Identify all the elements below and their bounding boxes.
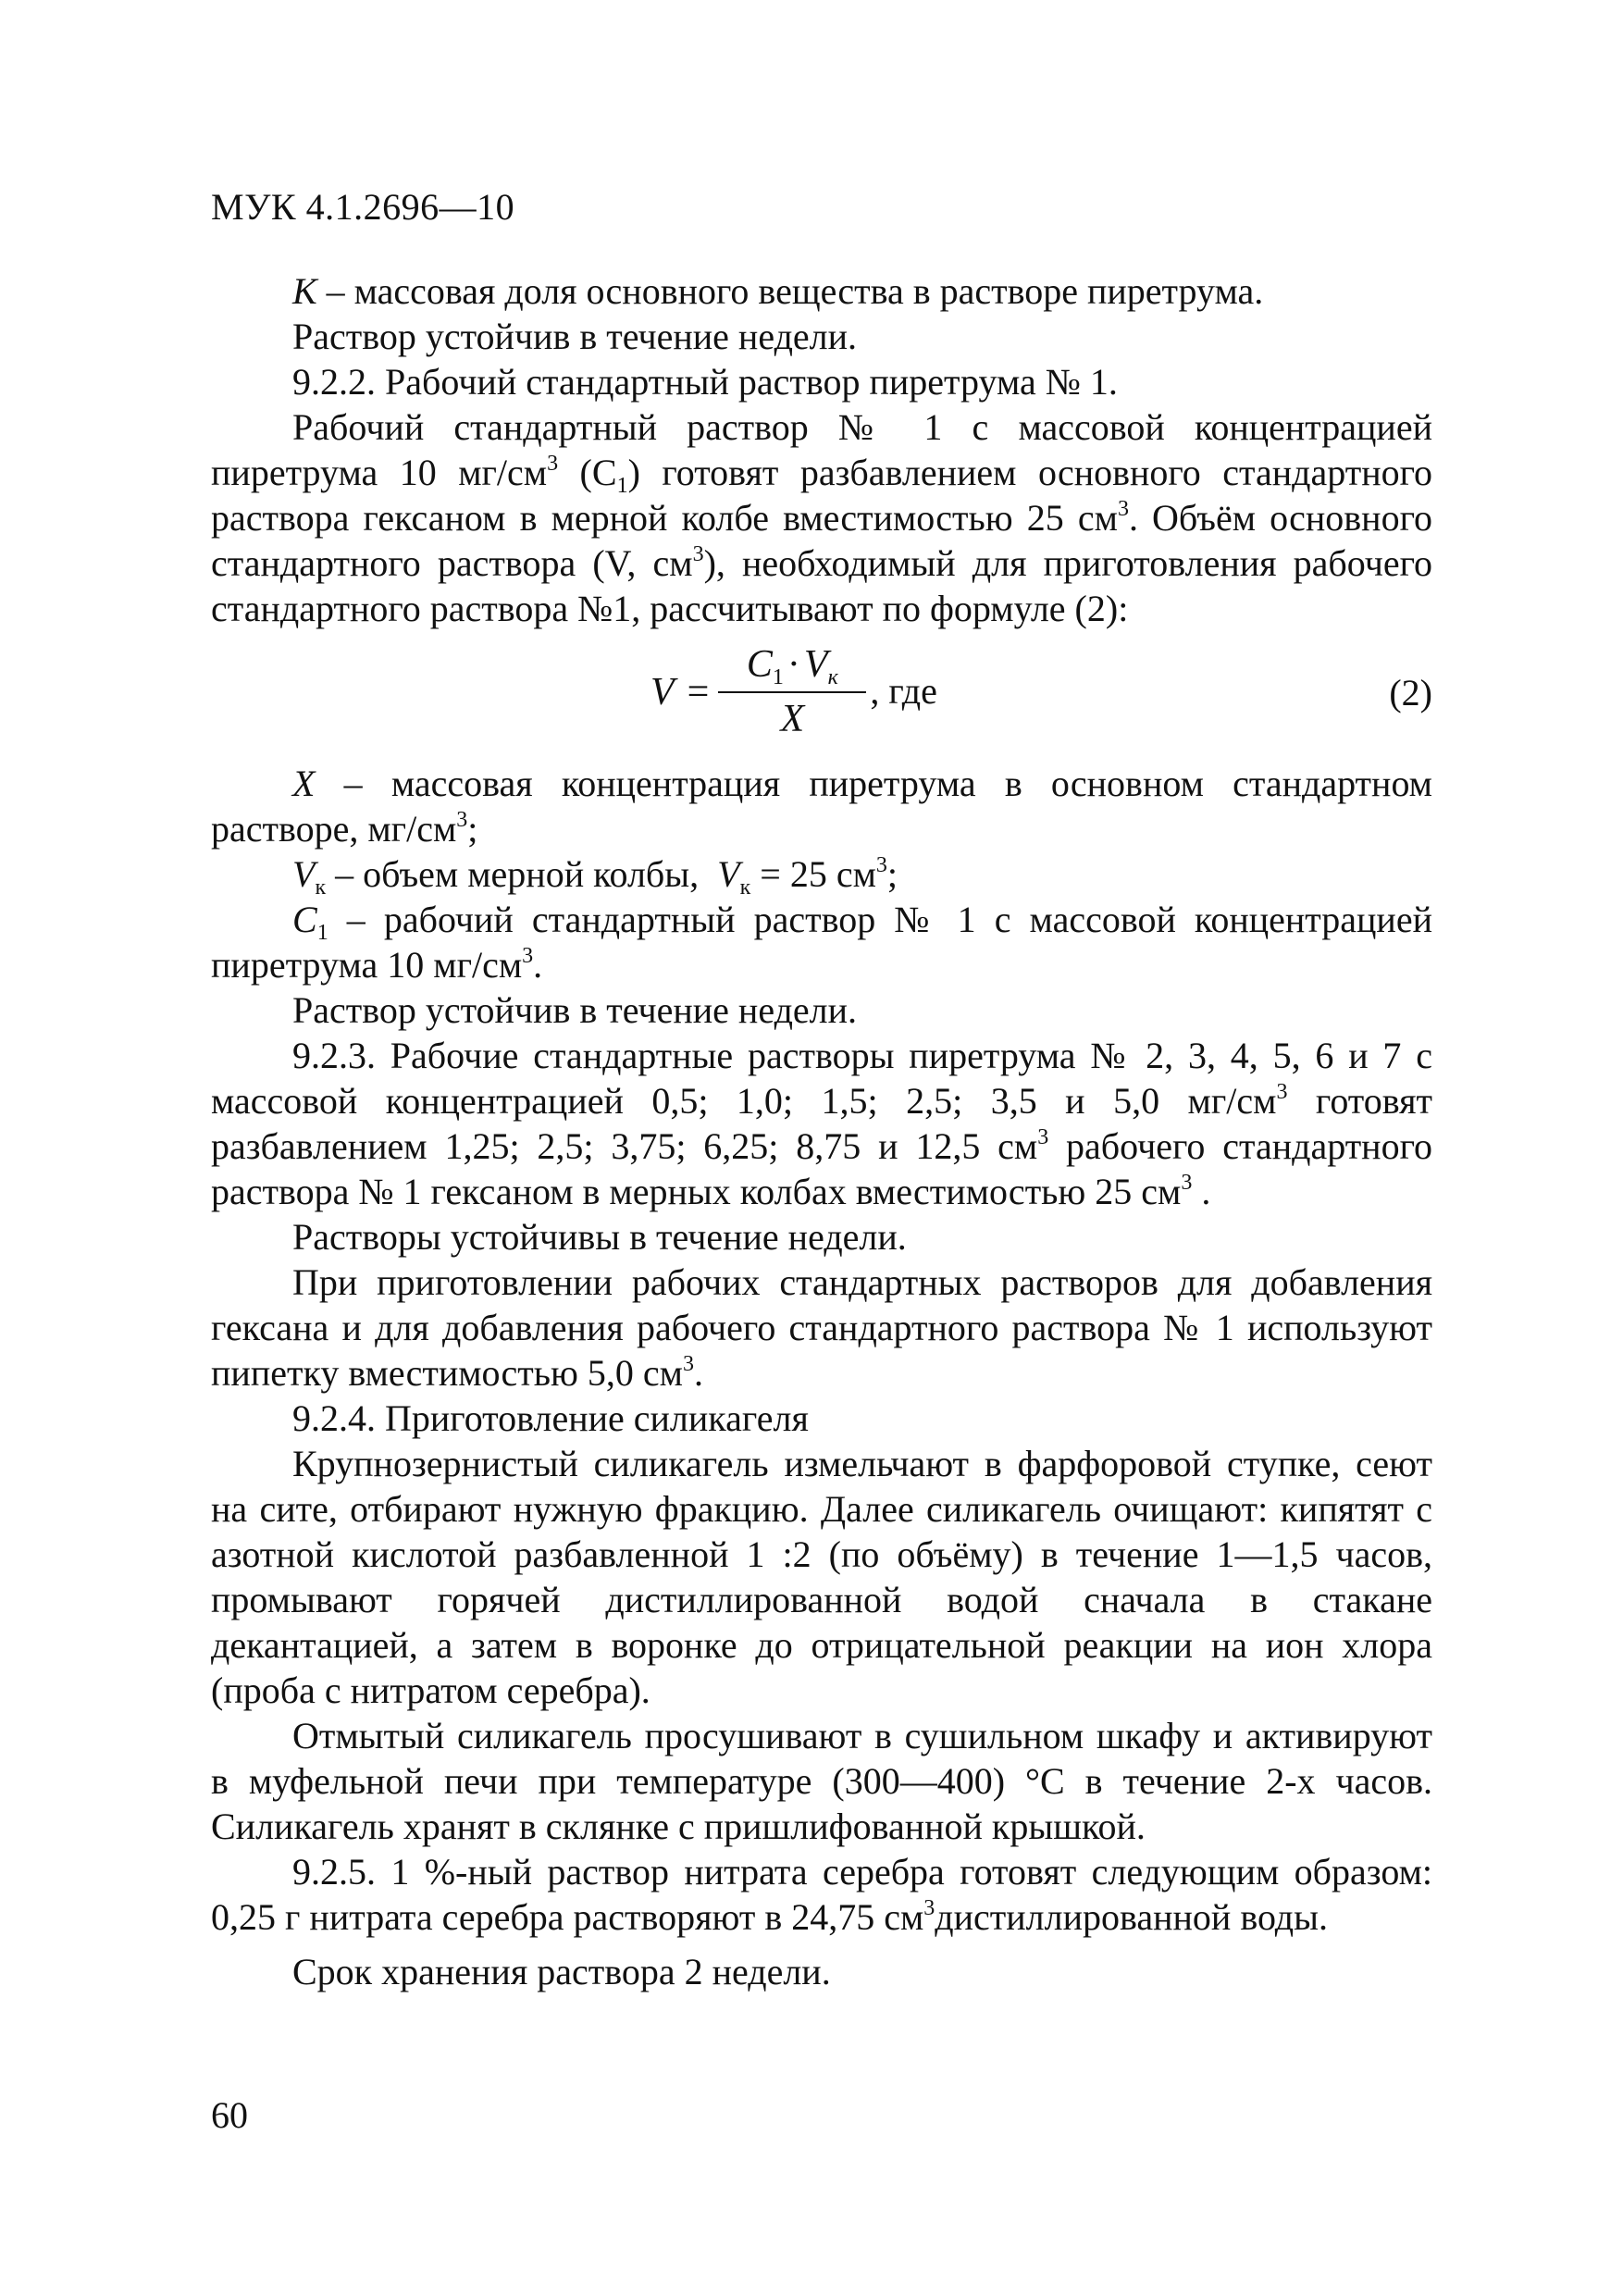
vk-def-text: – объем мерной колбы, (326, 853, 718, 895)
c1-end: . (533, 944, 543, 986)
formula-where: , где (870, 669, 937, 712)
vk-end: ; (886, 853, 898, 895)
vk-variable-2: V (717, 853, 740, 895)
s925-text-b: дистиллированной воды. (935, 1896, 1329, 1938)
pipette-text: При приготовлении рабочих стандартных растворов для добавления гексана и для добавления рабочего стандартного раствора № 1 используют пипетку вместимостью 5,0 см (211, 1261, 1432, 1394)
vk-variable: V (292, 853, 316, 895)
p1-sup-1: 3 (547, 452, 559, 476)
c1-definition (211, 897, 1432, 987)
section-9-2-5-paragraph (211, 1849, 1432, 1940)
k-definition (211, 268, 1432, 314)
x-definition (211, 761, 1432, 851)
num-c-sub: 1 (772, 665, 784, 689)
num-v: V (803, 643, 828, 686)
page-number: 60 (211, 2094, 248, 2136)
k-definition-text: – массовая доля основного вещества в растворе пиретрума. (316, 270, 1264, 312)
formula-lhs: V (650, 670, 675, 714)
num-c: C (746, 643, 773, 686)
stability-note-2: Раствор устойчив в течение недели. (292, 989, 858, 1031)
p1-sup-2: 3 (1117, 497, 1129, 521)
document-code-header: МУК 4.1.2696—10 (211, 186, 515, 228)
c1-variable: C (292, 899, 317, 940)
k-variable: К (292, 270, 317, 312)
c1-sub: 1 (316, 921, 328, 945)
s925-sup: 3 (923, 1896, 935, 1920)
pipette-end: . (693, 1352, 703, 1394)
formula-numerator (741, 642, 844, 691)
x-variable: X (292, 763, 316, 804)
s923-text-c: рабочего стандартного раствора № 1 гексаном в мерных колбах вместимостью 25 см (211, 1125, 1432, 1212)
vk-definition (211, 851, 1432, 900)
pipette-paragraph (211, 1260, 1432, 1396)
s923-sup-3: 3 (1181, 1171, 1193, 1195)
x-def-text: – массовая концентрация пиретрума в основном стандартном растворе, мг/см (211, 763, 1432, 850)
p1-sub-1: 1 (616, 474, 628, 498)
p1-text-d: . Объём основного стандартного раствора (V, см (211, 497, 1432, 584)
vk-sub-2: к (739, 875, 751, 900)
spacer (211, 1940, 1432, 1949)
p1-text-c: ) готовят разбавлением основного стандартного раствора гексаном в мерной колбе вместимостью 25 см (211, 452, 1433, 539)
p1-text-b: (С (558, 452, 617, 493)
c1-def-text: – рабочий стандартный раствор № 1 с массовой концентрацией пиретрума 10 мг/см (211, 899, 1432, 986)
stability-note-3: Растворы устойчивы в течение недели. (292, 1216, 907, 1258)
formula-equals: = (687, 670, 710, 714)
s923-text-d: . (1192, 1171, 1211, 1212)
s923-text-b: готовят разбавлением 1,25; 2,5; 3,75; 6,25; 8,75 и 12,5 см (211, 1080, 1432, 1167)
formula-2 (211, 637, 1432, 748)
vk-sup: 3 (875, 853, 887, 877)
pipette-sup: 3 (682, 1352, 694, 1376)
storage-note: Срок хранения раствора 2 недели. (292, 1951, 831, 1992)
paragraph-working-solution-1 (211, 404, 1432, 631)
vk-value: = 25 см (750, 853, 876, 895)
s923-sup-1: 3 (1276, 1080, 1288, 1104)
section-9-2-4-title: 9.2.4. Приготовление силикагеля (292, 1397, 809, 1439)
num-v-sub: к (827, 665, 838, 689)
s923-sup-2: 3 (1037, 1125, 1049, 1149)
stability-note-1: Раствор устойчив в течение недели. (292, 316, 858, 357)
num-dot: · (787, 643, 800, 686)
vk-sub: к (315, 875, 327, 900)
silica-gel-paragraph-1: Крупнозернистый силикагель измельчают в фарфоровой ступке, сеют на сите, отбирают нужную фракцию. Далее силикагель очищают: кипятят с азотной кислотой разбавленной 1 :2 (по объёму) в течение 1—1,5 часов, промывают горячей дистиллированной водой сначала в стакане декантацией, а затем в воронке до отрицательной реакции на ион хлора (проба с нитратом серебра). (211, 1443, 1432, 1711)
formula-denominator: X (780, 698, 805, 740)
formula-number: (2) (1389, 672, 1432, 714)
section-9-2-3-paragraph (211, 1033, 1432, 1214)
s923-text-a: 9.2.3. Рабочие стандартные растворы пиретрума № 2, 3, 4, 5, 6 и 7 с массовой концентрацией 0,5; 1,0; 1,5; 2,5; 3,5 и 5,0 мг/см (211, 1035, 1432, 1122)
p1-text-a: Рабочий стандартный раствор № 1 с массовой концентрацией пиретрума 10 мг/см (211, 406, 1432, 493)
p1-sup-3: 3 (692, 542, 704, 566)
c1-sup: 3 (522, 944, 534, 968)
s925-text-a: 9.2.5. 1 %-ный раствор нитрата серебра готовят следующим образом: 0,25 г нитрата серебра растворяют в 24,75 см (211, 1851, 1432, 1938)
x-sup: 3 (456, 808, 468, 832)
formula-fraction (718, 642, 866, 742)
silica-gel-paragraph-2: Отмытый силикагель просушивают в сушильном шкафу и активируют в муфельной печи при температуре (300—400) °С в течение 2-х часов. Силикагель хранят в склянке с пришлифованной крышкой. (211, 1715, 1432, 1847)
p1-text-e: ), необходимый для приготовления рабочего стандартного раствора №1, рассчитывают по формуле (2): (211, 542, 1433, 629)
document-body (211, 268, 1432, 1994)
section-9-2-2-title: 9.2.2. Рабочий стандартный раствор пиретрума № 1. (292, 361, 1118, 403)
formula-expression (650, 637, 937, 748)
x-end: ; (467, 808, 478, 850)
